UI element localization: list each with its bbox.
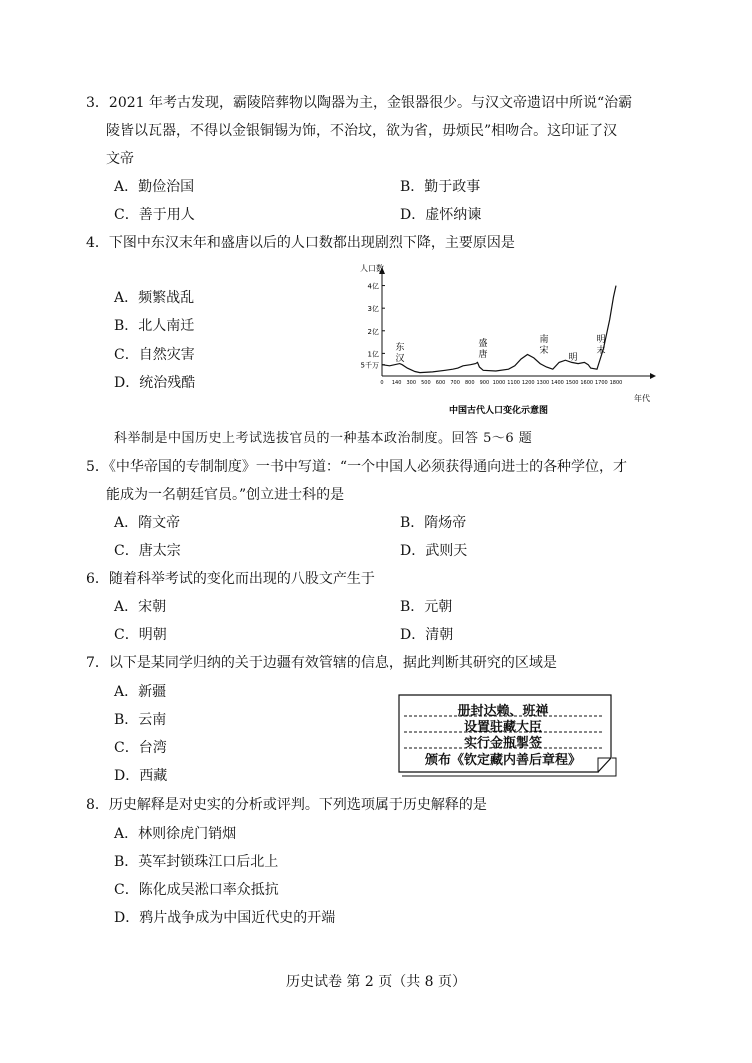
chart-annotation: 明 xyxy=(596,335,606,345)
q3-stem-line1: 3．2021 年考古发现，霸陵陪葬物以陶器为主，金银器很少。与汉文帝遗诏中所说“治霸 xyxy=(86,95,633,111)
q6-option-c: C．明朝 xyxy=(114,627,167,643)
y-tick-label: 2亿 xyxy=(367,327,379,336)
info-box-line-1: 册封达赖、班禅 xyxy=(457,704,549,719)
x-axis-arrow xyxy=(650,373,656,379)
x-tick-label: 1800 xyxy=(609,380,623,386)
q5-option-b: B．隋炀帝 xyxy=(400,515,467,531)
q7-option-d: D．西藏 xyxy=(114,768,168,784)
x-tick-label: 800 xyxy=(464,380,475,386)
q8-option-c: C．陈化成吴淞口率众抵抗 xyxy=(114,882,279,898)
q3-option-c: C．善于用人 xyxy=(114,207,195,223)
q7-stem: 7．以下是某同学归纳的关于边疆有效管辖的信息，据此判断其研究的区域是 xyxy=(86,655,557,671)
chart-title: 中国古代人口变化示意图 xyxy=(449,406,549,416)
chart-annotation: 宋 xyxy=(539,346,549,356)
population-line xyxy=(382,286,616,373)
q3-option-d: D．虚怀纳谏 xyxy=(400,207,482,223)
q8-option-b: B．英军封锁珠江口后北上 xyxy=(114,854,279,870)
q6-option-d: D．清朝 xyxy=(400,627,454,643)
q7-option-b: B．云南 xyxy=(114,712,167,728)
x-tick-label: 900 xyxy=(479,380,490,386)
q7-option-a: A．新疆 xyxy=(114,684,167,700)
x-tick-label: 0 xyxy=(380,380,384,386)
q5-option-c: C．唐太宗 xyxy=(114,543,181,559)
q4-option-c: C．自然灾害 xyxy=(114,347,195,363)
question-group-intro: 科举制是中国历史上考试选拔官员的一种基本政治制度。回答 5～6 题 xyxy=(114,431,533,446)
q4-option-d: D．统治残酷 xyxy=(114,375,196,391)
q3-stem-line2: 陵皆以瓦器，不得以金银铜锡为饰，不治坟，欲为省，毋烦民”相吻合。这印证了汉 xyxy=(106,123,618,139)
q8-stem: 8．历史解释是对史实的分析或评判。下列选项属于历史解释的是 xyxy=(86,797,487,813)
q5-option-d: D．武则天 xyxy=(400,543,468,559)
q6-stem: 6．随着科举考试的变化而出现的八股文产生于 xyxy=(86,571,375,587)
x-tick-label: 1200 xyxy=(521,380,535,386)
chart-annotation: 盛 xyxy=(478,339,488,349)
chart-annotation: 南 xyxy=(539,335,549,345)
q4-option-a: A．频繁战乱 xyxy=(114,290,195,306)
y-axis-label: 人口数 xyxy=(360,264,384,273)
q3-stem-line3: 文帝 xyxy=(106,151,134,167)
x-tick-label: 600 xyxy=(435,380,446,386)
y-tick-label: 3亿 xyxy=(367,305,379,314)
info-box-line-4: 颁布《钦定藏内善后章程》 xyxy=(424,753,581,768)
x-tick-label: 1100 xyxy=(507,380,520,386)
x-tick-label: 1500 xyxy=(565,380,579,386)
x-tick-label: 1600 xyxy=(580,380,594,386)
q6-option-b: B．元朝 xyxy=(400,599,453,615)
chart-annotation: 汉 xyxy=(395,354,405,364)
population-chart xyxy=(348,258,664,423)
x-tick-label: 1000 xyxy=(492,380,506,386)
q3-option-a: A．勤俭治国 xyxy=(114,179,195,195)
x-tick-label: 1700 xyxy=(595,380,608,386)
q4-option-b: B．北人南迁 xyxy=(114,318,195,334)
q5-option-a: A．隋文帝 xyxy=(114,515,181,531)
y-tick-label: 1亿 xyxy=(367,350,379,359)
x-tick-label: 1400 xyxy=(551,380,564,386)
q8-option-d: D．鸦片战争成为中国近代史的开端 xyxy=(114,910,336,926)
x-tick-label: 700 xyxy=(450,380,460,386)
x-tick-label: 300 xyxy=(406,380,417,386)
x-tick-label: 500 xyxy=(421,380,431,386)
q5-stem-line2: 能成为一名朝廷官员。”创立进士科的是 xyxy=(106,487,345,503)
info-box-line-2: 设置驻藏大臣 xyxy=(463,720,542,735)
x-tick-label: 140 xyxy=(391,380,402,386)
q7-option-c: C．台湾 xyxy=(114,740,167,756)
y-tick-label: 4亿 xyxy=(367,282,379,291)
q3-option-b: B．勤于政事 xyxy=(400,179,481,195)
chart-annotation: 末 xyxy=(596,346,606,356)
chart-annotation: 东 xyxy=(395,343,405,353)
page-footer: 历史试卷 第 2 页（共 8 页） xyxy=(285,974,467,990)
chart-annotation: 唐 xyxy=(478,350,488,360)
y-tick-label: 5千万 xyxy=(360,361,379,370)
q8-option-a: A．林则徐虎门销烟 xyxy=(114,826,237,842)
x-axis-label: 年代 xyxy=(634,394,650,403)
x-tick-label: 1300 xyxy=(536,380,550,386)
chart-annotation: 明 xyxy=(568,353,578,363)
q5-stem-line1: 5．《中华帝国的专制制度》一书中写道：“一个中国人必须获得通向进士的各种学位，才 xyxy=(86,459,628,475)
info-box-line-3: 实行金瓶掣签 xyxy=(463,736,542,751)
q4-stem: 4．下图中东汉末年和盛唐以后的人口数都出现剧烈下降，主要原因是 xyxy=(86,235,515,251)
info-box xyxy=(398,694,620,780)
q6-option-a: A．宋朝 xyxy=(114,599,167,615)
